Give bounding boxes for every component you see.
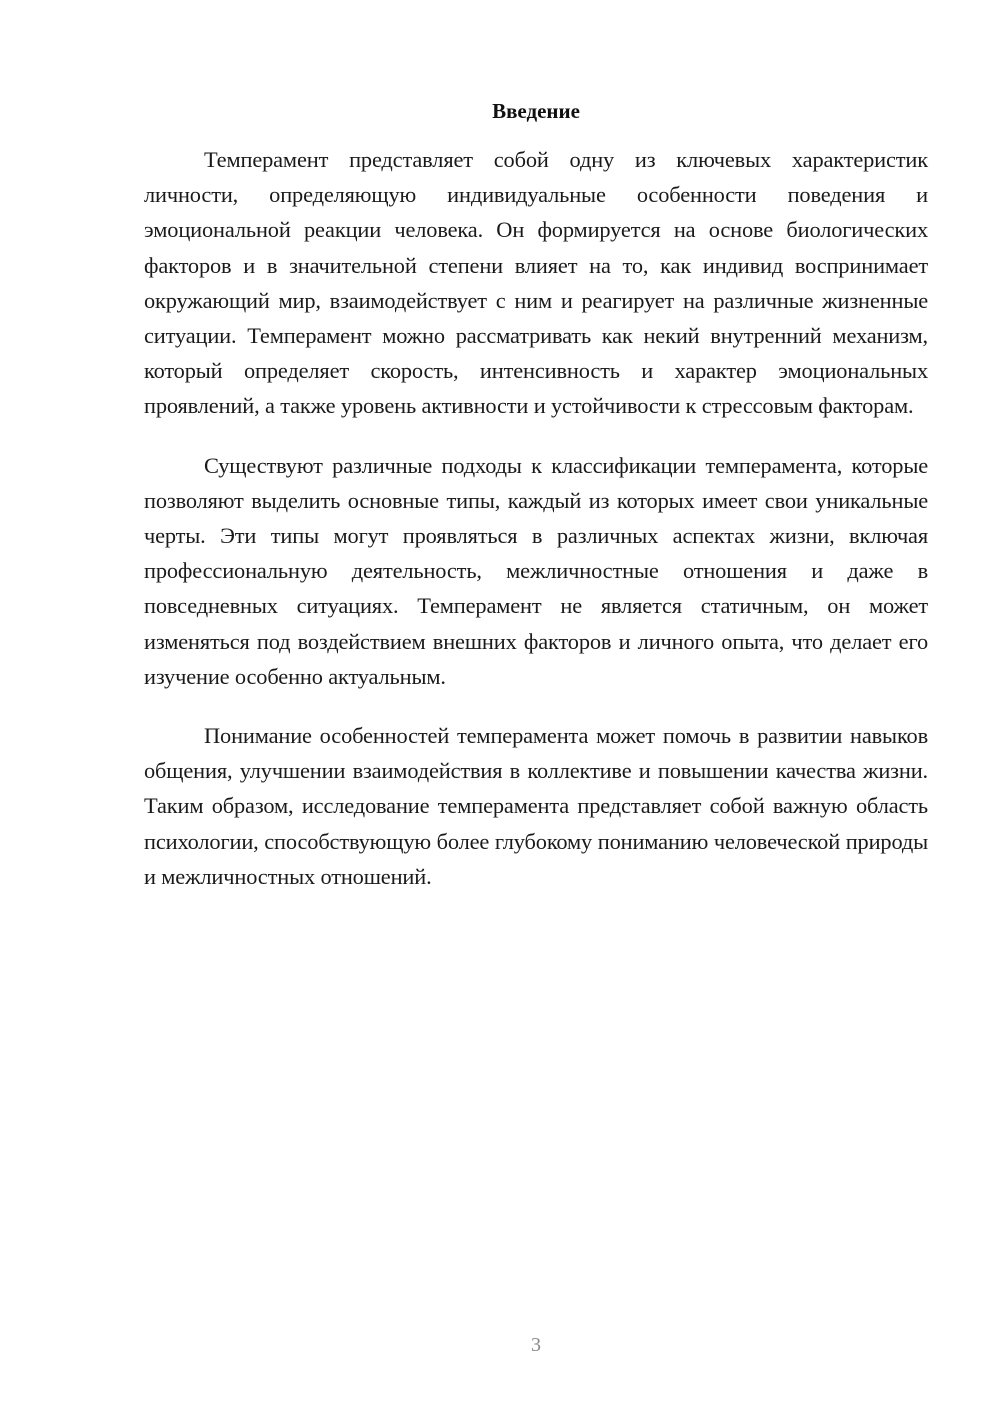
paragraph-2: Существуют различные подходы к классификации темперамента, которые позволяют выделить основные типы, каждый из которых имеет свои уникальные черты. Эти типы могут проявляться в различных аспектах жизни, включая профессиональную деятельность, межличностные отношения и даже в повседневных ситуациях. Темперамент не является статичным, он может изменяться под воздействием внешних факторов и личного опыта, что делает его изучение особенно актуальным. [144, 452, 928, 689]
section-heading: Введение [492, 99, 580, 123]
paragraph-1: Темперамент представляет собой одну из ключевых характеристик личности, определяющую индивидуальные особенности поведения и эмоциональной реакции человека. Он формируется на основе биологических факторов и в значительной степени влияет на то, как индивид воспринимает окружающий мир, взаимодействует с ним и реагирует на различные жизненные ситуации. Темперамент можно рассматривать как некий внутренний механизм, который определяет скорость, интенсивность и характер эмоциональных проявлений, а также уровень активности и устойчивости к стрессовым факторам. [144, 147, 928, 419]
body-text [144, 142, 928, 918]
page-number: 3 [531, 1334, 541, 1356]
paragraph-3: Понимание особенностей темперамента может помочь в развитии навыков общения, улучшении взаимодействия в коллективе и повышении качества жизни. Таким образом, исследование темперамента представляет собой важную область психологии, способствующую более глубокому пониманию человеческой природы и межличностных отношений. [144, 723, 928, 889]
